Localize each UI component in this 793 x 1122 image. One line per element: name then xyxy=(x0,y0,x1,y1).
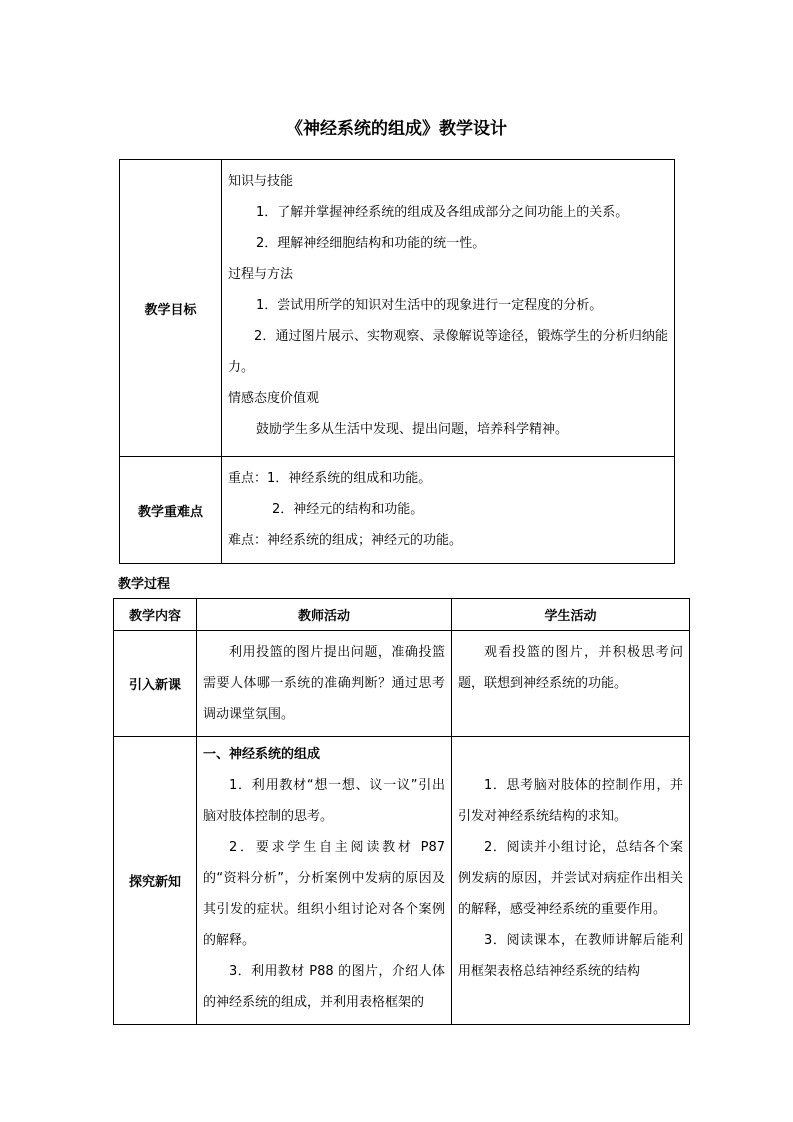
process-section-label: 教学过程 xyxy=(118,577,171,592)
page-title: 《神经系统的组成》教学设计 xyxy=(286,119,507,139)
header-content: 教学内容 xyxy=(114,599,197,631)
keypoints-content xyxy=(222,457,675,564)
teacher-paragraph: 3．利用教材 P88 的图片，介绍人体的神经系统的组成，并利用表格框架的 xyxy=(203,964,445,1010)
student-paragraph: 1．思考脑对肢体的控制作用，并引发对神经系统结构的求知。 xyxy=(458,778,683,824)
emotion-heading: 情感态度价值观 xyxy=(228,391,320,406)
keypoints-row xyxy=(120,457,675,564)
goals-content xyxy=(222,160,675,457)
student-activity xyxy=(452,737,690,1025)
teacher-section-heading: 一、神经系统的组成 xyxy=(203,747,321,762)
keypoints-label: 教学重难点 xyxy=(120,457,222,564)
process-heading: 过程与方法 xyxy=(228,267,294,282)
row-content-label: 引入新课 xyxy=(114,631,197,737)
knowledge-item: 2．理解神经细胞结构和功能的统一性。 xyxy=(256,236,486,251)
teacher-paragraph: 1．利用教材“想一想、议一议”引出脑对肢体控制的思考。 xyxy=(203,778,445,824)
keypoint-line: 2．神经元的结构和功能。 xyxy=(272,502,424,517)
student-paragraph: 3．阅读课本，在教师讲解后能利用框架表格总结神经系统的结构 xyxy=(458,933,683,979)
difficulty-line: 难点：神经系统的组成；神经元的功能。 xyxy=(228,533,463,548)
knowledge-heading: 知识与技能 xyxy=(228,174,294,189)
process-item: 1．尝试用所学的知识对生活中的现象进行一定程度的分析。 xyxy=(256,298,603,313)
goals-label: 教学目标 xyxy=(120,160,222,457)
teacher-paragraph: 2．要求学生自主阅读教材 P87 的“资料分析”，分析案例中发病的原因及其引发的症状。组织小组讨论对各个案例的解释。 xyxy=(203,840,445,948)
teacher-activity xyxy=(197,737,452,1025)
process-item: 2．通过图片展示、实物观察、录像解说等途径，锻炼学生的分析归纳能力。 xyxy=(228,329,668,375)
student-paragraph: 2．阅读并小组讨论，总结各个案例发病的原因，并尝试对病症作出相关的解释，感受神经系统的重要作用。 xyxy=(458,840,683,917)
teacher-paragraph: 利用投篮的图片提出问题，准确投篮需要人体哪一系统的准确判断？通过思考调动课堂氛围。 xyxy=(203,645,445,722)
process-table xyxy=(113,598,690,1025)
student-paragraph: 观看投篮的图片，并积极思考问题，联想到神经系统的功能。 xyxy=(458,645,683,691)
emotion-item: 鼓励学生多从生活中发现、提出问题，培养科学精神。 xyxy=(256,422,569,437)
table-row xyxy=(114,737,690,1025)
header-student: 学生活动 xyxy=(452,599,690,631)
student-activity xyxy=(452,631,690,737)
table-row xyxy=(114,631,690,737)
goals-table xyxy=(119,159,675,564)
goals-row xyxy=(120,160,675,457)
process-header-row xyxy=(114,599,690,631)
row-content-label: 探究新知 xyxy=(114,737,197,1025)
keypoint-line: 重点：1．神经系统的组成和功能。 xyxy=(228,471,432,486)
knowledge-item: 1．了解并掌握神经系统的组成及各组成部分之间功能上的关系。 xyxy=(256,205,629,220)
header-teacher: 教师活动 xyxy=(197,599,452,631)
teacher-activity xyxy=(197,631,452,737)
